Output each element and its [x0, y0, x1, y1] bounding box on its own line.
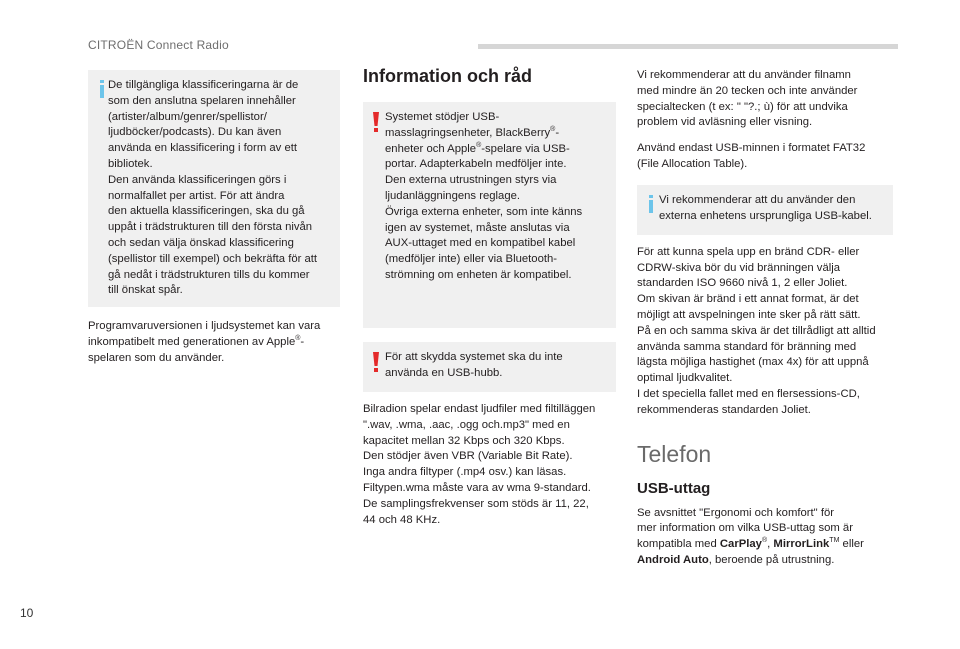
info-box-text: Vi rekommenderar att du använder den externa enhetens ursprungliga USB-kabel.: [659, 193, 872, 222]
warning-box-text: För att skydda systemet ska du inte använda en USB-hubb.: [385, 351, 563, 379]
warning-box: [363, 102, 616, 328]
warning-box-text: Systemet stödjer USB- masslagringsenheter, BlackBerry®- enheter och Apple®-spelare via USB- portar. Adapterkabeln medföljer inte. Den externa utrustningen styrs via ljudanläggningens reglage. Övriga externa enheter, som inte känns igen av systemet, måste anslutas via AUX-uttaget med en kompatibel kabel (medföljer inte) eller via Bluetooth- strömning om enheten är kompatibel.: [385, 111, 583, 281]
column-3: [637, 68, 893, 569]
cd-burning-paragraph: För att kunna spela upp en bränd CDR- eller CDRW-skiva bör du vid bränningen välja standarden ISO 9660 nivå 1, 2 eller Joliet. Om skivan är bränd i ett annat format, är det möjligt att avspelningen inte sker på rätt sätt. På en och samma skiva är det tillrådligt att alltid använda samma standard för bränning med lägsta möjliga hastighet (max 4x) för att uppnå optimal ljudkvalitet. I det speciella fallet med en flersessions-CD, rekommenderas standarden Joliet.: [637, 245, 876, 416]
info-icon: [645, 195, 657, 213]
page-number: 10: [20, 606, 34, 620]
android-auto-term: Android Auto: [637, 553, 709, 566]
warning-box: [363, 342, 616, 392]
column-1: [88, 70, 340, 366]
filename-paragraph: Vi rekommenderar att du använder filnamn med mindre än 20 tecken och inte använder specialtecken (t ex: " "?.; ù) för att undvika problem vid avläsning eller visning.: [637, 69, 858, 129]
info-box: [637, 185, 893, 235]
section-heading-telefon: Telefon: [637, 440, 712, 467]
warning-icon: [371, 352, 381, 372]
usb-ports-paragraph: Se avsnittet "Ergonomi och komfort" för mer information om vilka USB-uttag som är kompatibla med CarPlay®, MirrorLink™ eller Android Auto, beroende på utrustning.: [637, 506, 864, 566]
section-heading: Information och råd: [363, 66, 533, 86]
software-version-paragraph: Programvaruversionen i ljudsystemet kan vara inkompatibelt med generationen av Apple®- spelaren som du använder.: [88, 320, 321, 364]
subheading-usb: USB-uttag: [637, 479, 711, 497]
column-2: [363, 66, 616, 528]
mirrorlink-term: MirrorLink: [773, 538, 830, 551]
running-header: CITROËN Connect Radio: [88, 38, 229, 52]
warning-icon: [371, 112, 381, 132]
fat32-paragraph: Använd endast USB-minnen i formatet FAT32 (File Allocation Table).: [637, 142, 866, 170]
info-box-text: De tillgängliga klassificeringarna är de som den anslutna spelaren innehåller (artister/album/genrer/spellistor/ ljudböcker/podcasts). Du kan även använda en klassificering i form av ett bibliotek. Den använda klassificeringen görs i normalfallet per artist. För att ändra den aktuella klassificeringen, ska du gå uppåt i trädstrukturen till den första nivån och sedan välja önskad klassificering (spellistor till exempel) och bekräfta för att gå nedåt i trädstrukturen tills du kommer till önskat spår.: [108, 79, 318, 297]
header-rule: [478, 44, 898, 49]
info-icon: [96, 80, 108, 98]
info-box: [88, 70, 340, 307]
file-format-paragraph: Bilradion spelar endast ljudfiler med filtilläggen ".wav, .wma, .aac, .ogg och.mp3" med en kapacitet mellan 32 Kbps och 320 Kbps. Den stödjer även VBR (Variable Bit Rate). Inga andra filtyper (.mp4 osv.) kan läsas. Filtypen.wma måste vara av wma 9-standard. De samplingsfrekvenser som stöds är 11, 22, 44 och 48 KHz.: [363, 403, 596, 526]
carplay-term: CarPlay: [719, 538, 762, 551]
